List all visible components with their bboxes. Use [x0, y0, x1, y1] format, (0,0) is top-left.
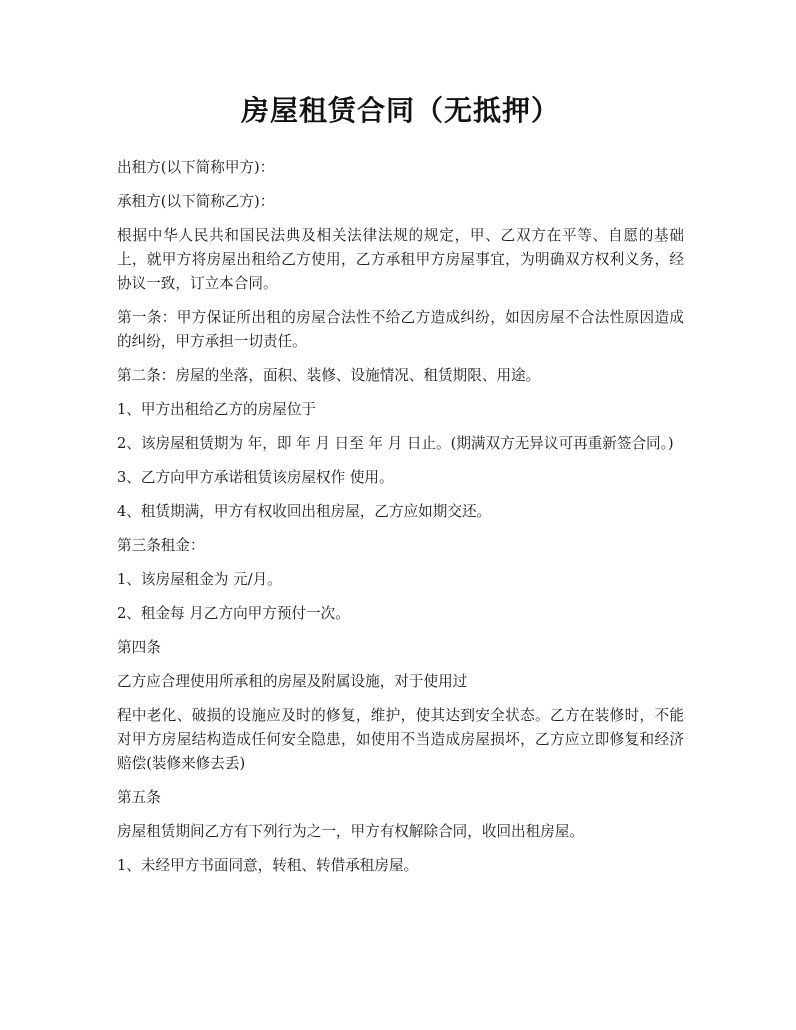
- clause-article-2: 第二条：房屋的坐落，面积、装修、设施情况、租赁期限、用途。: [117, 367, 541, 384]
- clause-lessor: 出租方(以下简称甲方)：: [117, 159, 275, 176]
- clause-article-3-item-1: 1、该房屋租金为 元/月。: [117, 571, 282, 588]
- document-title: 房屋租赁合同（无抵押）: [240, 94, 560, 127]
- clause-article-1: 第一条：甲方保证所出租的房屋合法性不给乙方造成纠纷，如因房屋不合法性原因造成的纠纷，甲方承担一切责任。: [117, 309, 684, 350]
- clause-preamble: 根据中华人民共和国民法典及相关法律法规的规定，甲、乙双方在平等、自愿的基础上，就甲方将房屋出租给乙方使用，乙方承租甲方房屋事宜，为明确双方权利义务，经协议一致，订立本合同。: [117, 227, 684, 292]
- clause-article-2-item-2: 2、该房屋租赁期为 年，即 年 月 日至 年 月 日止。(期满双方无异议可再重新签合同。): [117, 435, 674, 452]
- clause-article-5-text: 房屋租赁期间乙方有下列行为之一，甲方有权解除合同，收回出租房屋。: [117, 823, 585, 840]
- clause-article-2-item-3: 3、乙方向甲方承诺租赁该房屋权作 使用。: [117, 469, 394, 486]
- clause-article-3-item-2: 2、租金每 月乙方向甲方预付一次。: [117, 605, 350, 622]
- document-body: [117, 156, 684, 878]
- clause-article-2-item-1: 1、甲方出租给乙方的房屋位于: [117, 401, 317, 418]
- clause-article-5: 第五条: [117, 789, 161, 806]
- clause-article-4: 第四条: [117, 639, 161, 656]
- clause-lessee: 承租方(以下简称乙方)：: [117, 193, 275, 210]
- clause-article-5-item-1: 1、未经甲方书面同意，转租、转借承租房屋。: [117, 857, 419, 874]
- clause-article-2-item-4: 4、租赁期满，甲方有权收回出租房屋，乙方应如期交还。: [117, 503, 492, 520]
- clause-article-4-text-2: 程中老化、破损的设施应及时的修复，维护，使其达到安全状态。乙方在装修时，不能对甲方房屋结构造成任何安全隐患，如使用不当造成房屋损坏，乙方应立即修复和经济赔偿(装修来修去丢): [117, 707, 684, 772]
- clause-article-3: 第三条租金：: [117, 537, 205, 554]
- clause-article-4-text-1: 乙方应合理使用所承租的房屋及附属设施，对于使用过: [117, 673, 468, 690]
